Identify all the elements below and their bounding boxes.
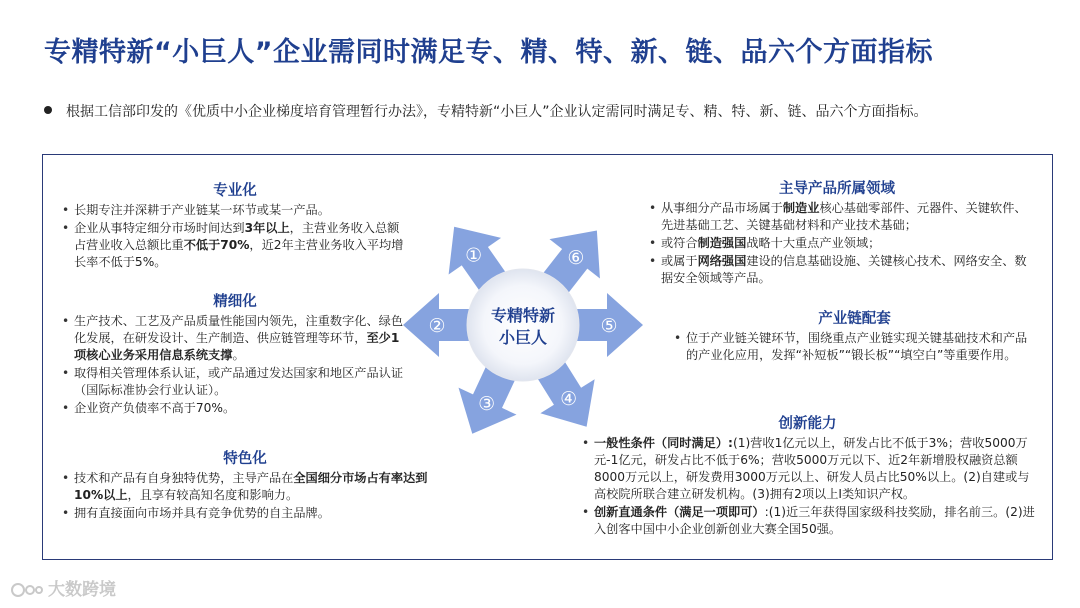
item-text: 企业资产负债率不高于70%。	[74, 401, 236, 415]
section-title-tese: 特色化	[223, 451, 267, 467]
emphasis-text: 不低于70%	[183, 238, 250, 252]
center-circle	[467, 269, 579, 381]
item-text: ，近2年主营业务收入平均增长率不低于5%。	[74, 238, 404, 269]
section-title-chanye: 产业链配套	[818, 311, 891, 327]
item-text: 取得相关管理体系认证，或产品通过发达国家和地区产品认证（国际标准协会行业认证）。	[74, 366, 404, 397]
item-text: ，且享有较高知名度和影响力。	[127, 488, 299, 502]
page-title: 专精特新“小巨人”企业需同时满足专、精、特、新、链、品六个方面指标	[44, 37, 933, 68]
item-text: 。	[232, 348, 245, 362]
six-arrow-diagram	[395, 205, 651, 445]
item-text: (1)营收1亿元以上，研发占比不低于3%；营收5000万元-1亿元，研发占比不低于6%；营收5000万元以下、近2年新增股权融资总额8000万元以上，研发费用3000万元以上、研发人员占比50%以上。(2)自建或与高校院所联合建立研发机构。(3)拥有2项以上Ⅰ类知识产权。	[594, 436, 1030, 501]
item-text: 拥有直接面向市场并具有竞争优势的自主品牌。	[74, 506, 330, 520]
arrow-number-1: ①	[465, 244, 483, 267]
list-item	[60, 220, 410, 271]
item-text: 从事细分产品市场属于	[661, 201, 783, 215]
item-text: 建设的信息基础设施、关键核心技术、网络安全、数据安全领域等产品。	[661, 254, 1027, 285]
intro-text: 根据工信部印发的《优质中小企业梯度培育管理暂行办法》，专精特新“小巨人”企业认定需同时满足专、精、特、新、链、品六个方面指标。	[66, 104, 928, 120]
section-list-chanye	[672, 330, 1037, 364]
section-title-chuangxin: 创新能力	[778, 416, 837, 432]
list-item	[672, 330, 1037, 364]
list-item	[60, 313, 410, 364]
item-text: 长期专注并深耕于产业链某一环节或某一产品。	[74, 203, 330, 217]
section-list-tese	[60, 470, 430, 522]
emphasis-text: 制造强国	[697, 236, 747, 250]
section-jingxi	[60, 294, 410, 418]
emphasis-text: 创新直通条件（满足一项即可）	[594, 505, 765, 519]
list-item	[60, 365, 410, 399]
item-text: ，主营业务收入总额占营业收入总额比重	[74, 221, 400, 252]
list-item	[580, 435, 1035, 503]
section-title-jingxi: 精细化	[213, 294, 257, 310]
item-text: 位于产业链关键环节，围绕重点产业链实现关键基础技术和产品的产业化应用，发挥“补短板”“锻长板”“填空白”等重要作用。	[686, 331, 1028, 362]
emphasis-text: 3年以上	[244, 221, 290, 235]
brand-logo-icon	[10, 581, 44, 599]
logo-text: 大数跨境	[48, 580, 116, 600]
emphasis-text: 网络强国	[697, 254, 747, 268]
item-text: 核心基础零部件、元器件、关键软件、先进基础工艺、关键基础材料和产业技术基础；	[661, 201, 1027, 232]
center-line1: 专精特新	[490, 306, 556, 325]
item-text: 战略十大重点产业领域；	[746, 236, 881, 250]
item-text: 生产技术、工艺及产品质量性能国内领先，注重数字化、绿色化发展，在研发设计、生产制造、供应链管理等环节，	[74, 314, 404, 345]
intro-line	[44, 101, 928, 121]
section-list-zhudao	[647, 200, 1027, 287]
arrow-number-2: ②	[428, 315, 446, 337]
emphasis-text: 全国细分市场占有率达到10%以上	[74, 471, 428, 502]
emphasis-text: 一般性条件（同时满足）:	[594, 436, 733, 450]
arrow-number-3: ③	[478, 392, 496, 415]
center-line2: 小巨人	[498, 328, 548, 347]
item-text: 或属于	[661, 254, 698, 268]
list-item	[60, 470, 430, 504]
section-list-zhuanye	[60, 202, 410, 271]
item-text: :(1)近三年获得国家级科技奖励，排名前三。(2)进入创客中国中小企业创新创业大赛全国50强。	[594, 505, 1035, 536]
list-item	[647, 200, 1027, 234]
arrow-number-4: ④	[560, 387, 578, 410]
list-item	[647, 253, 1027, 287]
bullet-icon	[44, 106, 52, 114]
arrow-number-6: ⑥	[567, 247, 585, 270]
list-item	[647, 235, 1027, 252]
arrow-number-5: ⑤	[600, 315, 618, 337]
emphasis-text: 制造业	[782, 201, 820, 215]
item-text: 企业从事特定细分市场时间达到	[74, 221, 245, 235]
item-text: 或符合	[661, 236, 698, 250]
list-item	[60, 400, 410, 417]
section-list-jingxi	[60, 313, 410, 417]
section-title-zhudao: 主导产品所属领域	[779, 181, 895, 197]
section-chanye	[672, 311, 1037, 365]
item-text: 技术和产品有自身独特优势，主导产品在	[74, 471, 294, 485]
section-tese	[60, 451, 430, 523]
logo	[10, 575, 116, 600]
emphasis-text: 至少1项核心业务采用信息系统支撑	[74, 331, 400, 362]
section-zhudao	[647, 181, 1027, 288]
list-item	[60, 202, 410, 219]
list-item	[580, 504, 1035, 538]
list-item	[60, 505, 430, 522]
section-title-zhuanye: 专业化	[213, 183, 257, 199]
section-zhuanye	[60, 183, 410, 272]
section-list-chuangxin	[580, 435, 1035, 538]
